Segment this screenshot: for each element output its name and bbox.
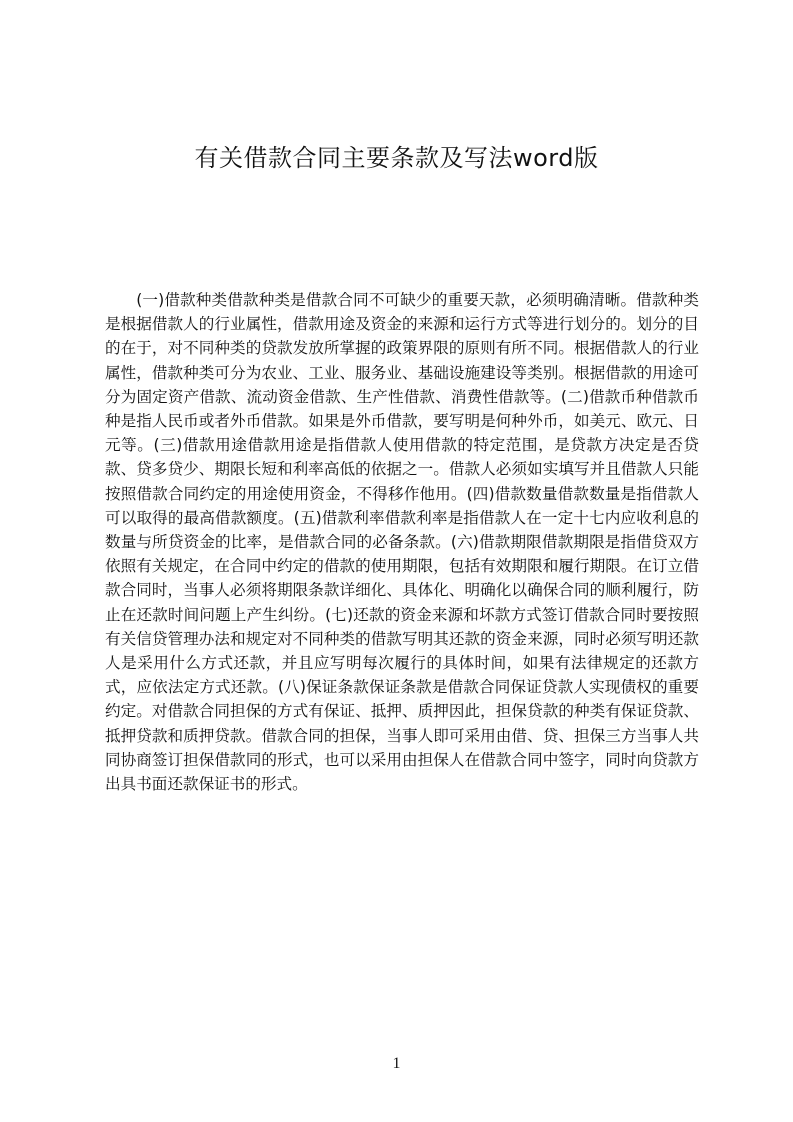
- document-body-paragraph: (一)借款种类借款种类是借款合同不可缺少的重要天款，必须明确清晰。借款种类是根据借款人的行业属性，借款用途及资金的来源和运行方式等进行划分的。划分的目的在于，对不同种类的贷款发放所掌握的政策界限的原则有所不同。根据借款人的行业属性，借款种类可分为农业、工业、服务业、基础设施建设等类别。根据借款的用途可分为固定资产借款、流动资金借款、生产性借款、消费性借款等。(二)借款币种借款币种是指人民币或者外币借款。如果是外币借款，要写明是何种外币，如美元、欧元、日元等。(三)借款用途借款用途是指借款人使用借款的特定范围，是贷款方决定是否贷款、贷多贷少、期限长短和利率高低的依据之一。借款人必须如实填写并且借款人只能按照借款合同约定的用途使用资金，不得移作他用。(四)借款数量借款数量是指借款人可以取得的最高借款额度。(五)借款利率借款利率是指借款人在一定十七内应收利息的数量与所贷资金的比率，是借款合同的必备条款。(六)借款期限借款期限是指借贷双方依照有关规定，在合同中约定的借款的使用期限，包括有效期限和履行期限。在订立借款合同时，当事人必须将期限条款详细化、具体化、明确化以确保合同的顺利履行，防止在还款时间问题上产生纠纷。(七)还款的资金来源和坏款方式签订借款合同时要按照有关信贷管理办法和规定对不同种类的借款写明其还款的资金来源，同时必须写明还款人是采用什么方式还款，并且应写明每次履行的具体时间，如果有法律规定的还款方式，应依法定方式还款。(八)保证条款保证条款是借款合同保证贷款人实现债权的重要约定。对借款合同担保的方式有保证、抵押、质押因此，担保贷款的种类有保证贷款、抵押贷款和质押贷款。借款合同的担保，当事人即可采用由借、贷、担保三方当事人共同协商签订担保借款同的形式，也可以采用由担保人在借款合同中签字，同时向贷款方出具书面还款保证书的形式。: [105, 291, 699, 794]
- document-title: 有关借款合同主要条款及写法word版: [194, 144, 599, 172]
- page-number: 1: [392, 1055, 401, 1072]
